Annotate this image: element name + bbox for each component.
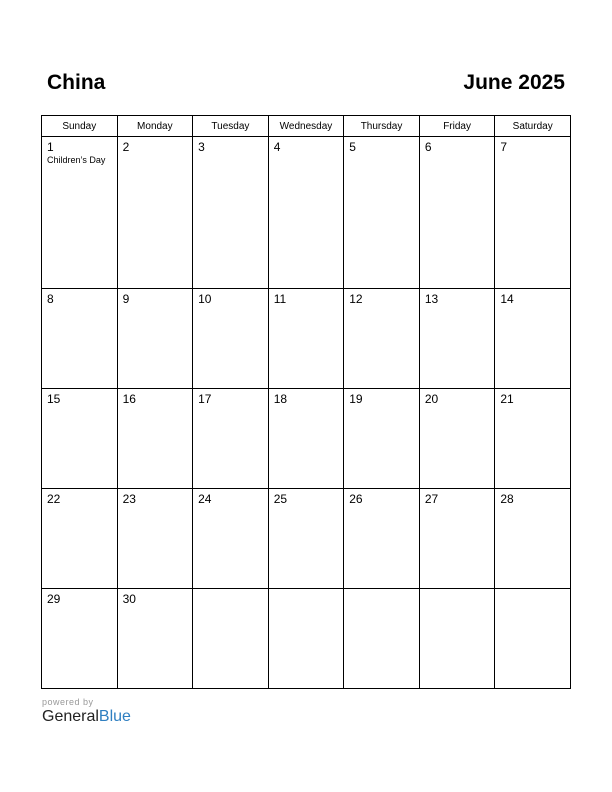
day-cell [344, 489, 420, 589]
weekday-tuesday: Tuesday [193, 116, 269, 137]
day-cell-empty [344, 589, 420, 689]
week-row [42, 137, 571, 289]
day-number: 18 [273, 392, 288, 407]
day-number: 11 [273, 292, 287, 307]
day-cell [495, 389, 571, 489]
weekday-sunday: Sunday [42, 116, 118, 137]
day-number: 15 [47, 392, 61, 407]
day-number: 29 [47, 592, 61, 607]
day-number: 20 [424, 392, 439, 407]
day-cell [268, 489, 344, 589]
day-cell [42, 589, 118, 689]
brand-footer [42, 697, 131, 726]
day-cell-empty [495, 589, 571, 689]
brand-part-blue: Blue [98, 708, 131, 725]
day-number: 14 [500, 292, 514, 307]
calendar-grid [41, 115, 571, 689]
day-cell [193, 137, 269, 289]
day-number: 23 [122, 492, 136, 507]
day-cell [117, 389, 193, 489]
day-number: 16 [122, 392, 136, 407]
day-cell [193, 489, 269, 589]
day-cell [344, 137, 420, 289]
day-number: 17 [198, 392, 212, 407]
day-cell [42, 137, 118, 289]
day-cell [117, 589, 193, 689]
weekday-friday: Friday [419, 116, 495, 137]
day-cell-empty [419, 589, 495, 689]
day-cell [193, 289, 269, 389]
day-cell [268, 137, 344, 289]
day-cell [495, 489, 571, 589]
day-cell [344, 289, 420, 389]
week-row [42, 289, 571, 389]
week-row [42, 489, 571, 589]
weekday-thursday: Thursday [344, 116, 420, 137]
day-number: 19 [349, 392, 363, 407]
day-number: 21 [500, 392, 514, 407]
day-cell [268, 389, 344, 489]
day-cell [117, 289, 193, 389]
day-cell [419, 489, 495, 589]
month-year-title: June 2025 [463, 71, 565, 94]
day-number: 10 [198, 292, 212, 307]
day-cell [495, 289, 571, 389]
day-number: 3 [198, 140, 205, 154]
week-row [42, 389, 571, 489]
generalblue-logo [42, 708, 131, 726]
day-cell [419, 289, 495, 389]
holiday-label: Children’s Day [47, 155, 106, 165]
brand-part-general: General [42, 708, 99, 725]
country-title: China [47, 71, 106, 94]
weekday-header-row [42, 116, 571, 137]
day-cell-empty [268, 589, 344, 689]
day-cell [419, 137, 495, 289]
day-number: 2 [122, 140, 130, 154]
day-cell [117, 137, 193, 289]
day-cell [42, 489, 118, 589]
day-number: 1 [47, 140, 54, 154]
day-cell [344, 389, 420, 489]
day-cell [495, 137, 571, 289]
weekday-wednesday: Wednesday [268, 116, 344, 137]
day-number: 12 [349, 292, 363, 307]
day-number: 27 [424, 492, 439, 507]
day-number: 22 [47, 492, 61, 507]
day-number: 5 [349, 140, 356, 154]
day-number: 26 [349, 492, 363, 507]
day-cell [117, 489, 193, 589]
day-number: 4 [273, 140, 281, 154]
day-cell [419, 389, 495, 489]
powered-by-text: powered by [42, 697, 94, 707]
day-cell [193, 389, 269, 489]
day-number: 25 [273, 492, 288, 507]
week-row [42, 589, 571, 689]
day-number: 24 [198, 492, 212, 507]
day-number: 28 [500, 492, 514, 507]
day-number: 13 [424, 292, 439, 307]
day-number: 8 [47, 292, 54, 307]
day-number: 6 [424, 140, 432, 154]
day-cell [42, 389, 118, 489]
day-number: 30 [122, 592, 136, 607]
weekday-saturday: Saturday [495, 116, 571, 137]
day-cell [268, 289, 344, 389]
day-number: 9 [122, 292, 130, 307]
day-cell [42, 289, 118, 389]
day-number: 7 [500, 140, 508, 154]
weekday-monday: Monday [117, 116, 193, 137]
day-cell-empty [193, 589, 269, 689]
